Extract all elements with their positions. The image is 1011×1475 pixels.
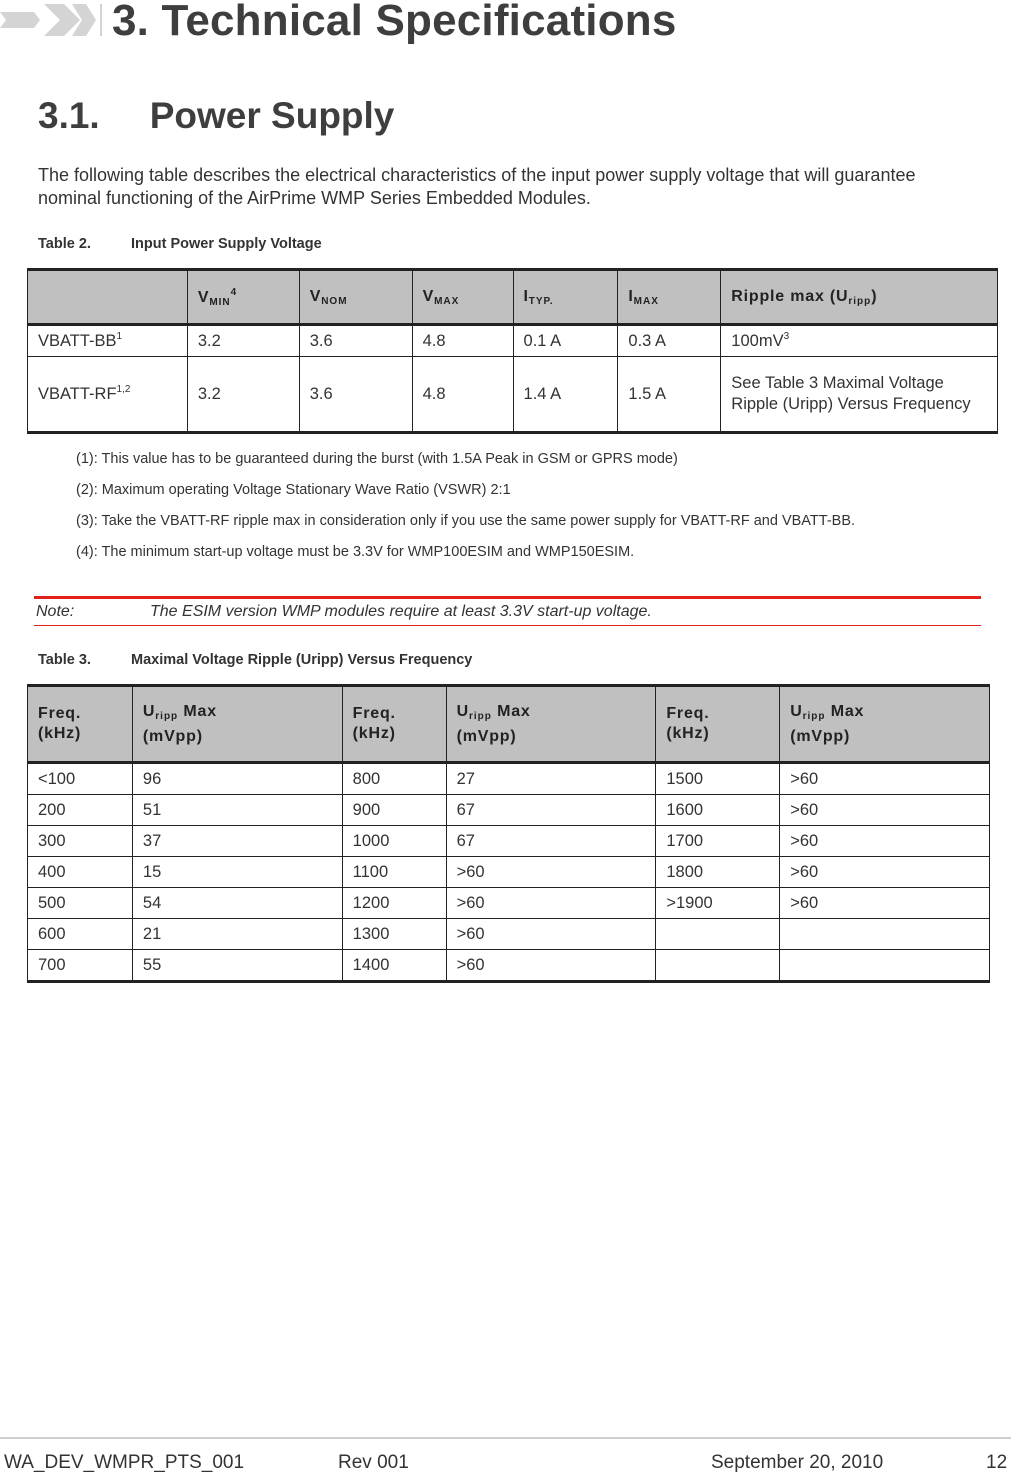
table2-caption-number: Table 2.: [38, 236, 91, 252]
table-row: [28, 795, 990, 826]
table-row: [28, 950, 990, 982]
vnom-cell: 3.6: [299, 325, 412, 357]
table3-caption-number: Table 3.: [38, 652, 91, 668]
section-title: [38, 95, 394, 137]
row-name-cell: VBATT-RF$^{1,2}$: [28, 357, 188, 433]
chapter-title: 3. Technical Specifications: [112, 0, 677, 45]
table-cell: 1700: [656, 826, 780, 857]
table-cell: 37: [132, 826, 342, 857]
table-cell: 200: [28, 795, 133, 826]
table-cell: 67: [446, 795, 656, 826]
header-ripple-max: Ripple $\max (U_{ripp})$: [721, 270, 998, 325]
table-row: [28, 325, 998, 357]
header-freq: Freq. (kHz): [656, 686, 780, 763]
vmin-cell: 3.2: [187, 325, 299, 357]
table-cell: >60: [780, 795, 990, 826]
note-bottom-rule: [34, 625, 981, 626]
table-cell: >1900: [656, 888, 780, 919]
table-cell: 300: [28, 826, 133, 857]
footnote: (3): Take the VBATT-RF ripple max in consideration only if you use the same power supply for VBATT-RF and VBATT-BB.: [76, 513, 856, 529]
table-row: [28, 888, 990, 919]
table-cell: 15: [132, 857, 342, 888]
table-header-row: [28, 270, 998, 325]
table-cell: 54: [132, 888, 342, 919]
table-cell: 400: [28, 857, 133, 888]
note-label: Note:: [36, 603, 75, 620]
vnom-cell: 3.6: [299, 357, 412, 433]
table-cell: [656, 950, 780, 982]
footnote: (1): This value has to be guaranteed during the burst (with 1.5A Peak in GSM or GPRS mode): [76, 451, 678, 467]
header-vnom: $V_{NOM}$: [299, 270, 412, 325]
table-cell: 500: [28, 888, 133, 919]
header-uripp-max: $U_{ripp}$ Max (mVpp): [446, 686, 656, 763]
header-uripp-max: $U_{ripp}$ Max (mVpp): [132, 686, 342, 763]
table-cell: >60: [780, 763, 990, 795]
vmin-cell: 3.2: [187, 357, 299, 433]
header-freq: Freq. (kHz): [28, 686, 133, 763]
footer-page-number: 12: [986, 1452, 1008, 1473]
ityp-cell: 0.1 A: [513, 325, 618, 357]
table-cell: [780, 950, 990, 982]
table-row: [28, 919, 990, 950]
table-cell: 67: [446, 826, 656, 857]
table-row: [28, 763, 990, 795]
imax-cell: 0.3 A: [618, 325, 721, 357]
note: [36, 603, 652, 621]
table-cell: >60: [780, 857, 990, 888]
table-cell: 96: [132, 763, 342, 795]
table-cell: >60: [446, 857, 656, 888]
intro-paragraph: The following table describes the electrical characteristics of the input power supply voltage that will guarantee nominal functioning of the AirPrime WMP Series Embedded Modules.: [38, 165, 916, 208]
table-cell: >60: [446, 888, 656, 919]
header-freq: Freq. (kHz): [342, 686, 446, 763]
note-top-rule: [34, 596, 981, 599]
table-cell: 1300: [342, 919, 446, 950]
table-cell: 1200: [342, 888, 446, 919]
table-cell: 600: [28, 919, 133, 950]
table-row: [28, 357, 998, 433]
table-cell: >60: [446, 919, 656, 950]
header-ityp: $I_{TYP.}$: [513, 270, 618, 325]
table-cell: 1400: [342, 950, 446, 982]
table-cell: 900: [342, 795, 446, 826]
table-cell: >60: [446, 950, 656, 982]
vmax-cell: 4.8: [412, 357, 513, 433]
ripple-cell: See Table 3 Maximal Voltage Ripple (Uripp) Versus Frequency: [721, 357, 998, 433]
table-cell: [780, 919, 990, 950]
header-uripp-max: $U_{ripp}$ Max (mVpp): [780, 686, 990, 763]
table-header-row: [28, 686, 990, 763]
table3-caption: [38, 652, 472, 668]
table-cell: 21: [132, 919, 342, 950]
table2-caption: [38, 236, 322, 252]
table-row: [28, 857, 990, 888]
table-cell: 1600: [656, 795, 780, 826]
footer-date: September 20, 2010: [711, 1452, 884, 1473]
section-number: 3.1.: [38, 95, 100, 136]
header-vmax: $V_{MAX}$: [412, 270, 513, 325]
table-cell: <100: [28, 763, 133, 795]
imax-cell: 1.5 A: [618, 357, 721, 433]
table-cell: >60: [780, 888, 990, 919]
table2-caption-title: Input Power Supply Voltage: [131, 236, 322, 252]
footnotes: [76, 450, 956, 574]
footer-doc-id: WA_DEV_WMPR_PTS_001: [4, 1452, 245, 1473]
table-cell: >60: [780, 826, 990, 857]
table-cell: 800: [342, 763, 446, 795]
header-imax: $I_{MAX}$: [618, 270, 721, 325]
ripple-frequency-table: [27, 684, 990, 983]
table-cell: 1800: [656, 857, 780, 888]
power-supply-table: [27, 268, 998, 434]
ripple-cell: $100mV^3$: [721, 325, 998, 357]
table3-caption-title: Maximal Voltage Ripple (Uripp) Versus Frequency: [131, 652, 473, 668]
table-cell: [656, 919, 780, 950]
header-vmin: $V_{MIN}^4$: [187, 270, 299, 325]
table-cell: 51: [132, 795, 342, 826]
footnote: (2): Maximum operating Voltage Stationary Wave Ratio (VSWR) 2:1: [76, 482, 511, 498]
footer-rule: [0, 1437, 1011, 1439]
table-cell: 55: [132, 950, 342, 982]
table-cell: 700: [28, 950, 133, 982]
row-name-cell: VBATT-$BB^1$: [28, 325, 188, 357]
header-cell-empty: [28, 270, 188, 325]
table-cell: 1000: [342, 826, 446, 857]
vmax-cell: 4.8: [412, 325, 513, 357]
table-cell: 1100: [342, 857, 446, 888]
chevron-logo-icon: [0, 0, 105, 40]
footer-revision: Rev 001: [338, 1452, 409, 1473]
footnote: (4): The minimum start-up voltage must be 3.3V for WMP100ESIM and WMP150ESIM.: [76, 544, 635, 560]
section-title-text: Power Supply: [149, 95, 395, 136]
table-row: [28, 826, 990, 857]
ityp-cell: 1.4 A: [513, 357, 618, 433]
note-text: The ESIM version WMP modules require at least 3.3V start-up voltage.: [150, 603, 652, 620]
table-cell: 1500: [656, 763, 780, 795]
table-cell: 27: [446, 763, 656, 795]
